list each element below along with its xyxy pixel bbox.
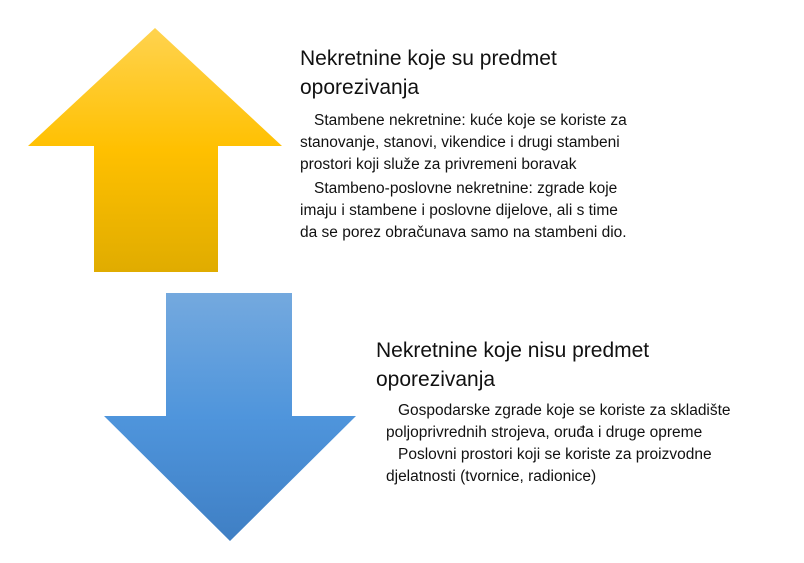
text-line: stanovanje, stanovi, vikendice i drugi stambeni xyxy=(300,134,620,151)
title-line: oporezivanja xyxy=(300,76,420,99)
taxable-item-mixed xyxy=(300,178,627,244)
text-line: imaju i stambene i poslovne dijelove, ali s time xyxy=(300,202,618,219)
taxable-section xyxy=(300,44,627,244)
taxable-item-residential xyxy=(300,110,627,176)
text-line: Stambene nekretnine: kuće koje se koriste za xyxy=(314,112,627,129)
text-line: prostori koji služe za privremeni boravak xyxy=(300,156,577,173)
non-taxable-item-business xyxy=(376,444,731,488)
title-line: Nekretnine koje su predmet xyxy=(300,47,557,70)
text-line: Gospodarske zgrade koje se koriste za skladište xyxy=(398,402,731,419)
text-line: djelatnosti (tvornice, radionice) xyxy=(386,468,597,485)
title-line: oporezivanja xyxy=(376,368,496,391)
up-arrow-icon xyxy=(28,28,282,272)
non-taxable-title xyxy=(376,336,731,394)
text-line: poljoprivrednih strojeva, oruđa i druge opreme xyxy=(386,424,703,441)
text-line: da se porez obračunava samo na stambeni dio. xyxy=(300,224,627,241)
non-taxable-section xyxy=(376,336,731,488)
down-arrow-icon xyxy=(104,293,356,541)
non-taxable-item-farm xyxy=(376,400,731,444)
taxable-title xyxy=(300,44,627,102)
title-line: Nekretnine koje nisu predmet xyxy=(376,339,650,362)
text-line: Poslovni prostori koji se koriste za proizvodne xyxy=(398,446,712,463)
text-line: Stambeno-poslovne nekretnine: zgrade koje xyxy=(314,180,618,197)
